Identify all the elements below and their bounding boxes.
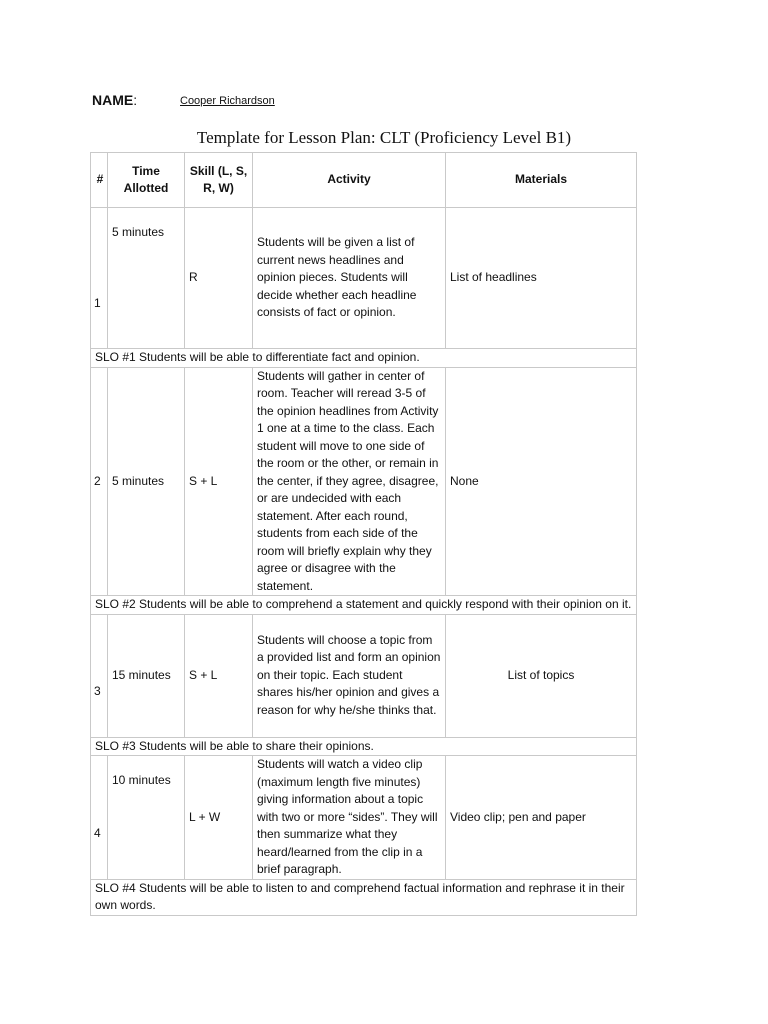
slo-text: SLO #3 Students will be able to share their opinions. — [91, 737, 637, 756]
time-allotted: 5 minutes — [108, 367, 185, 596]
materials: List of topics — [446, 614, 637, 737]
activity: Students will gather in center of room. Teacher will reread 3-5 of the opinion headlines from Activity 1 one at a time to the class. Each student will move to one side of the room or the other, or remain in the center, if they agree, disagree, or are undecided with each statement. After each round, students from each side of the room will briefly explain why they agree or disagree with the statement. — [253, 367, 446, 596]
skill: S + L — [185, 367, 253, 596]
slo-row — [91, 349, 637, 368]
time-allotted: 10 minutes — [108, 756, 185, 880]
activity: Students will be given a list of current news headlines and opinion pieces. Students will decide whether each headline consists of fact or opinion. — [253, 208, 446, 349]
table-header-row — [91, 153, 637, 208]
lesson-plan-table — [90, 152, 637, 916]
document-title: Template for Lesson Plan: CLT (Proficiency Level B1) — [196, 128, 572, 147]
table-row — [91, 208, 637, 349]
slo-row — [91, 737, 637, 756]
table-row — [91, 614, 637, 737]
row-number: 3 — [91, 614, 108, 737]
column-header-skill: Skill (L, S, R, W) — [185, 153, 253, 208]
skill: R — [185, 208, 253, 349]
name-label: NAME — [92, 92, 134, 108]
slo-row — [91, 596, 637, 615]
column-header-activity: Activity — [253, 153, 446, 208]
slo-text: SLO #4 Students will be able to listen to and comprehend factual information and rephrase it in their own words. — [91, 879, 637, 915]
materials: None — [446, 367, 637, 596]
column-header-materials: Materials — [446, 153, 637, 208]
materials: List of headlines — [446, 208, 637, 349]
activity: Students will watch a video clip (maximum length five minutes) giving information about a topic with two or more “sides”. They will then summarize what they heard/learned from the clip in a brief paragraph. — [253, 756, 446, 880]
column-header-number: # — [91, 153, 108, 208]
slo-text: SLO #2 Students will be able to comprehend a statement and quickly respond with their opinion on it. — [91, 596, 637, 615]
table-row — [91, 367, 637, 596]
row-number: 4 — [91, 756, 108, 880]
name-row — [92, 92, 275, 108]
slo-text: SLO #1 Students will be able to differentiate fact and opinion. — [91, 349, 637, 368]
materials: Video clip; pen and paper — [446, 756, 637, 880]
slo-row — [91, 879, 637, 915]
name-colon: : — [133, 92, 138, 108]
skill: L + W — [185, 756, 253, 880]
activity: Students will choose a topic from a provided list and form an opinion on their topic. Each student shares his/her opinion and gives a reason for why he/she thinks that. — [253, 614, 446, 737]
row-number: 2 — [91, 367, 108, 596]
row-number: 1 — [91, 208, 108, 349]
time-allotted: 5 minutes — [108, 208, 185, 349]
name-value: Cooper Richardson — [180, 95, 275, 107]
time-allotted: 15 minutes — [108, 614, 185, 737]
column-header-time: Time Allotted — [108, 153, 185, 208]
table-row — [91, 756, 637, 880]
skill: S + L — [185, 614, 253, 737]
